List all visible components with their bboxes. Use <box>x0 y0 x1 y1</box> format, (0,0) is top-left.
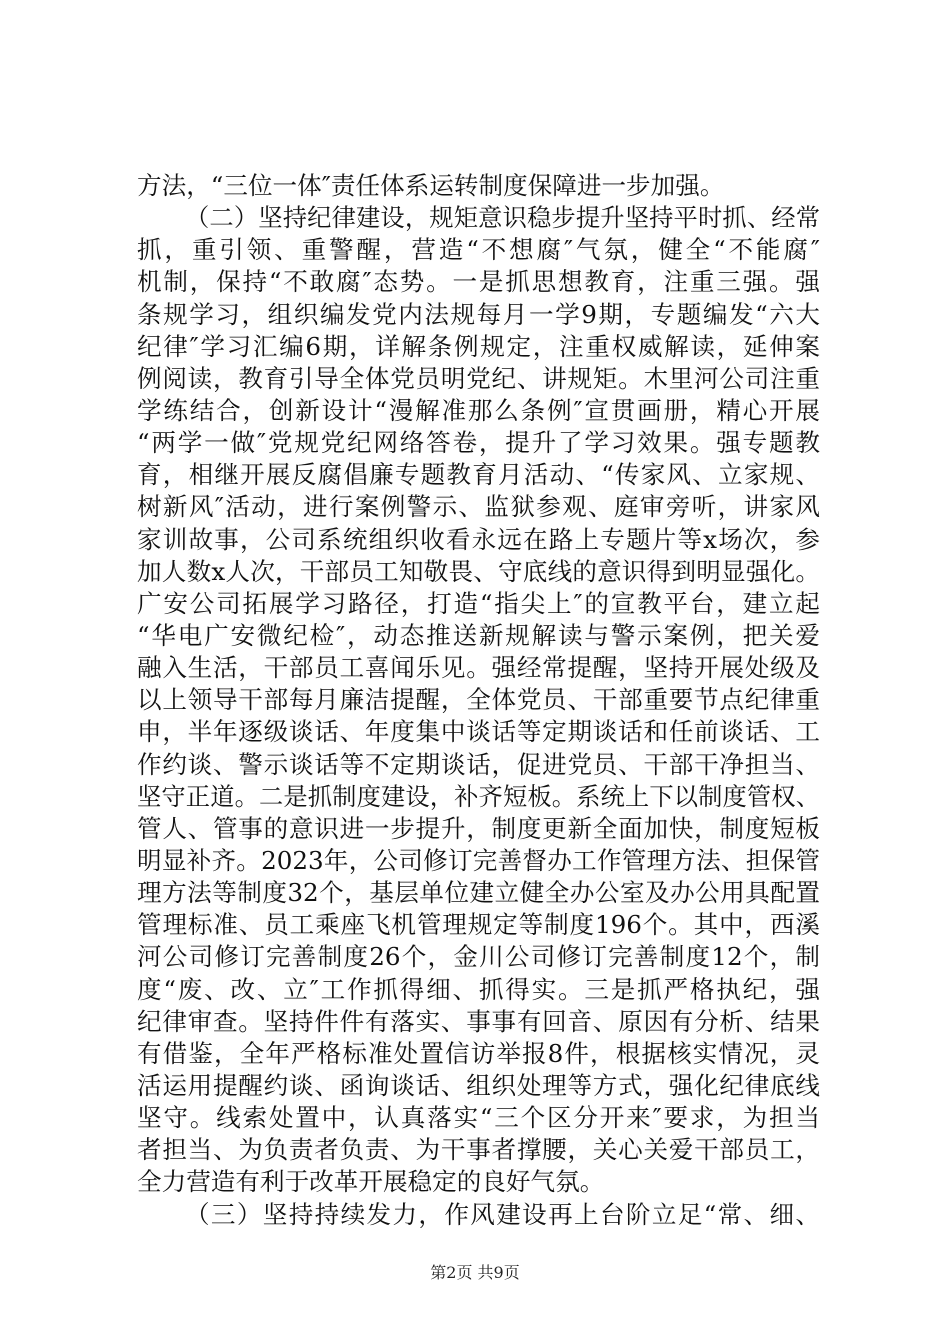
text-line: 全力营造有利于改革开展稳定的良好气氛。 <box>137 1167 605 1197</box>
page-footer: 第2页 共9页 <box>430 1263 520 1282</box>
text-line: “两学一做″党规党纪网络答卷，提升了学习效果。强专题教 <box>137 428 820 458</box>
text-line: 广安公司拓展学习路径，打造“指尖上″的宣教平台，建立起 <box>137 588 820 618</box>
text-line: 条规学习，组织编发党内法规每月一学9期，专题编发“六大 <box>137 299 820 329</box>
text-line: （二）坚持纪律建设，规矩意识稳步提升坚持平时抓、经常 <box>185 203 820 233</box>
text-line: 申，半年逐级谈话、年度集中谈话等定期谈话和任前谈话、工 <box>137 717 820 747</box>
text-line: 作约谈、警示谈话等不定期谈话，促进党员、干部干净担当、 <box>137 749 820 779</box>
text-line: 家训故事，公司系统组织收看永远在路上专题片等x场次，参 <box>137 524 820 554</box>
text-line: 学练结合，创新设计“漫解准那么条例″宣贯画册，精心开展 <box>137 395 820 425</box>
text-line: 有借鉴，全年严格标准处置信访举报8件，根据核实情况，灵 <box>137 1038 820 1068</box>
text-line: 育，相继开展反腐倡廉专题教育月活动、“传家风、立家规、 <box>137 460 820 490</box>
text-line: “华电广安微纪检″，动态推送新规解读与警示案例，把关爱 <box>137 620 820 650</box>
text-line: 者担当、为负责者负责、为干事者撑腰，关心关爱干部员工， <box>137 1135 820 1165</box>
text-line: 方法，“三位一体″责任体系运转制度保障进一步加强。 <box>137 171 725 200</box>
text-line: 以上领导干部每月廉洁提醒，全体党员、干部重要节点纪律重 <box>137 685 820 715</box>
text-line: 例阅读，教育引导全体党员明党纪、讲规矩。木里河公司注重 <box>137 363 820 393</box>
text-line: 机制，保持“不敢腐″态势。一是抓思想教育，注重三强。强 <box>137 267 820 297</box>
text-line: 加人数x人次，干部员工知敬畏、守底线的意识得到明显强化。 <box>137 556 820 586</box>
text-line: 河公司修订完善制度26个，金川公司修订完善制度12个，制 <box>137 942 820 972</box>
text-line: 度“废、改、立″工作抓得细、抓得实。三是抓严格执纪，强 <box>137 974 820 1004</box>
text-line: （三）坚持持续发力，作风建设再上台阶立足“常、细、 <box>185 1199 820 1229</box>
text-line: 纪律审查。坚持件件有落实、事事有回音、原因有分析、结果 <box>137 1006 820 1036</box>
text-line: 理方法等制度32个，基层单位建立健全办公室及办公用具配置 <box>137 878 820 908</box>
text-line: 抓，重引领、重警醒，营造“不想腐″气氛，健全“不能腐″ <box>137 235 820 265</box>
text-line: 明显补齐。2023年，公司修订完善督办工作管理方法、担保管 <box>137 845 820 875</box>
text-line: 树新风″活动，进行案例警示、监狱参观、庭审旁听，讲家风 <box>137 492 820 522</box>
text-line: 管理标准、员工乘座飞机管理规定等制度196个。其中，西溪 <box>137 910 820 940</box>
text-line: 管人、管事的意识进一步提升，制度更新全面加快，制度短板 <box>137 813 820 843</box>
text-line: 坚守正道。二是抓制度建设，补齐短板。系统上下以制度管权、 <box>137 781 820 811</box>
body-text <box>137 170 820 1231</box>
text-line: 纪律″学习汇编6期，详解条例规定，注重权威解读，延伸案 <box>137 331 820 361</box>
text-line: 坚守。线索处置中，认真落实“三个区分开来″要求，为担当 <box>137 1103 820 1133</box>
text-line: 融入生活，干部员工喜闻乐见。强经常提醒，坚持开展处级及 <box>137 653 820 683</box>
text-line: 活运用提醒约谈、函询谈话、组织处理等方式，强化纪律底线 <box>137 1070 820 1100</box>
